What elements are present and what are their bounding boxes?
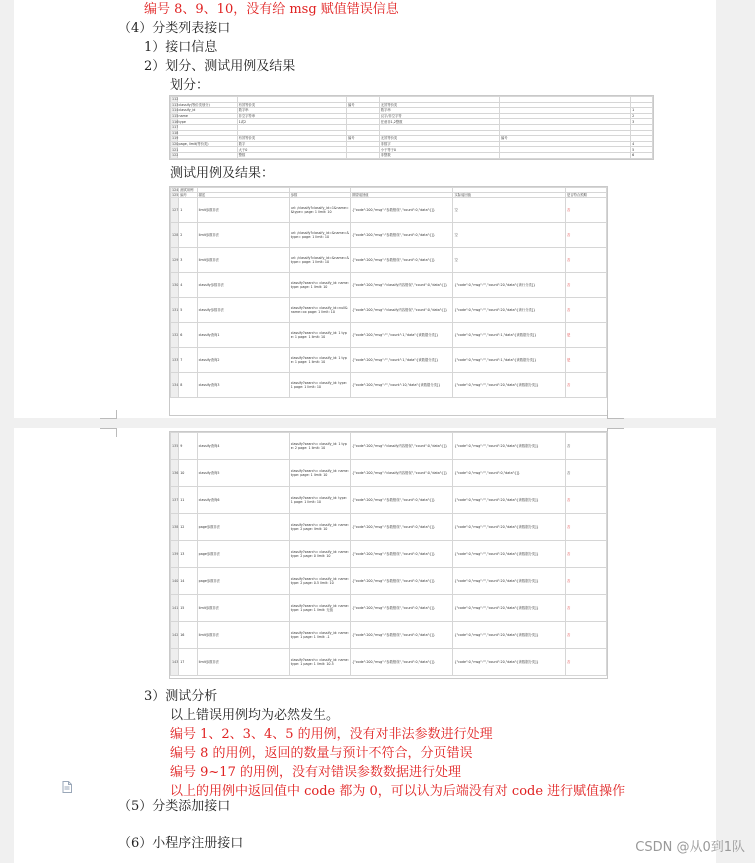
sheet-cell: 否 [566, 487, 607, 514]
analysis-intro: 以上错误用例均为必然发生。 [170, 708, 340, 723]
sheet-cell: classify?search= classify_id: name: type: page: 1 limit: 10 [289, 460, 350, 487]
sheet-cell: classify?search= classify_id=null&name=xx page: 1 limit: 10 [289, 298, 350, 323]
sheet-cell: page, limit(等价类) [177, 141, 237, 147]
sheet-row-number: 136 [171, 460, 179, 487]
sheet-cell: {"code":200,"msg":"参数错误","count":0,"data":[]} [351, 487, 453, 514]
sheet-cell: {"code":0,"msg":"","count":20,"data":[该行分类]} [453, 273, 566, 298]
sheet-cell: {"code":200,"msg":"","count":10,"data":[该数据分类]} [351, 373, 453, 398]
sheet-cell: 8 [179, 373, 197, 398]
sheet-cell: {"code":200,"msg":"参数错误","count":0,"data":[]} [351, 595, 453, 622]
sheet-cell: 否 [566, 248, 607, 273]
sheet-cell: 否 [566, 595, 607, 622]
sheet-cell: {"code":0,"msg":"","count":20,"data":[该数据分类]} [453, 433, 566, 460]
sheet-cell: 否 [566, 373, 607, 398]
sheet-row-number: 142 [171, 622, 179, 649]
sheet-cell: 编号 [346, 136, 379, 142]
sheet-cell: {"code":200,"msg":"classify内容错误","count":0,"data":[]} [351, 460, 453, 487]
page-corner-mark-right [607, 410, 624, 419]
sheet-cell: {"code":200,"msg":"classify内容错误","count":0,"data":[]} [351, 298, 453, 323]
sheet-cell: limit参数非法 [197, 248, 289, 273]
sheet-cell: 3 [631, 119, 653, 125]
sheet-cell [177, 152, 237, 158]
sheet-row [171, 373, 607, 398]
sheet-cell: limit参数非法 [197, 595, 289, 622]
sheet-row [171, 348, 607, 373]
sheet-cell: 数字 [237, 141, 346, 147]
analysis-line-1: 编号 1、2、3、4、5 的用例，没有对非法参数进行处理 [170, 727, 493, 742]
error-note-msg: 编号 8、9、10，没有给 msg 赋值错误信息 [144, 2, 399, 17]
sheet-cell: 小于等于0 [379, 147, 499, 153]
sheet-cell: 否 [566, 273, 607, 298]
sheet-cell: 大于0 [237, 147, 346, 153]
sheet-cell: {"code":200,"msg":"参数错误","count":0,"data":[]} [351, 223, 453, 248]
sheet-cell: 否 [566, 433, 607, 460]
sheet-cell: 整数 [237, 152, 346, 158]
sheet-cell: 非整数 [379, 152, 499, 158]
item-test-analysis: 3）测试分析 [144, 689, 218, 704]
sheet-cell: classify查询5 [197, 460, 289, 487]
sheet-cell: 是 [566, 323, 607, 348]
sheet-cell: 否 [566, 541, 607, 568]
sheet-cell: classify查询3 [197, 373, 289, 398]
sheet-row-number: 131 [171, 298, 179, 323]
sheet-cell: 否 [566, 649, 607, 676]
sheet-cell: 非数字 [379, 141, 499, 147]
sheet-cell: page参数非法 [197, 541, 289, 568]
sheet-cell: 1 [631, 108, 653, 114]
sheet-cell: classify查询1 [197, 323, 289, 348]
page-corner-mark-left [100, 410, 117, 419]
item-partition-cases: 2）划分、测试用例及结果 [144, 59, 296, 74]
sheet-cell: classify_id [177, 108, 237, 114]
sheet-cell: 14 [179, 568, 197, 595]
sheet-cell: 参数 [289, 193, 350, 198]
sheet-cell: 实际返回值 [453, 193, 566, 198]
test-cases-label: 测试用例及结果： [170, 166, 275, 181]
sheet-cell: 否 [566, 298, 607, 323]
sheet-cell: 测试用例 [179, 188, 197, 193]
sheet-cell: 12 [179, 514, 197, 541]
sheet-cell: classify?search= classify_id: name: type: 1 page: 1 limit: -1 [289, 622, 350, 649]
sheet-cell: url: /classify?classify_id=&name=&type= page: 1 limit: 10 [289, 248, 350, 273]
sheet-cell: 10 [179, 460, 197, 487]
sheet-cell: classify?search= classify_id: name: type: 1 page: 1 limit: 无值 [289, 595, 350, 622]
sheet-cell: 7 [179, 348, 197, 373]
sheet-cell: 17 [179, 649, 197, 676]
sheet-cell: page参数非法 [197, 568, 289, 595]
sheet-cell: classify?search= classify_id: 1 type: 1 page: 1 limit: 10 [289, 323, 350, 348]
sheet-row [171, 152, 653, 158]
sheet-cell: {"code":0,"msg":"","count":20,"data":[该数据分类]} [453, 373, 566, 398]
sheet-cell: classify参数非法 [197, 273, 289, 298]
sheet-cell: {"code":200,"msg":"参数错误","count":0,"data":[]} [351, 198, 453, 223]
sheet-cell: 9 [179, 433, 197, 460]
sheet-row-number: 130 [171, 273, 179, 298]
sheet-cell: limit参数非法 [197, 649, 289, 676]
sheet-cell: {"code":200,"msg":"classify内容错误","count":0,"data":[]} [351, 273, 453, 298]
sheet-cell: {"code":0,"msg":"","count":20,"data":[该数据分类]} [453, 568, 566, 595]
sheet-cell: 无效等价类 [379, 136, 499, 142]
sheet-cell: 有效等价类 [237, 136, 346, 142]
sheet-cell: 非空字符串 [237, 113, 346, 119]
sheet-cell: type [177, 119, 237, 125]
sheet-cell: {"code":0,"msg":"","count":0,"data":[]} [453, 460, 566, 487]
sheet-cell: {"code":0,"msg":"","count":1,"data":[该数据分类]} [453, 348, 566, 373]
sheet-row-number: 140 [171, 568, 179, 595]
sheet-row-number: 116 [172, 119, 179, 124]
sheet-cell: {"code":0,"msg":"","count":20,"data":[该数据分类]} [453, 622, 566, 649]
sheet-cell: 11 [179, 487, 197, 514]
sheet-cell: 否 [566, 514, 607, 541]
sheet-cell: {"code":0,"msg":"","count":20,"data":[该数据分类]} [453, 487, 566, 514]
partition-label: 划分： [170, 78, 210, 93]
sheet-cell: 空 [453, 198, 566, 223]
sheet-row-number: 113 [172, 102, 179, 107]
sheet-cell: url: /classify?classify_id=&name=&type= page: 1 limit: 10 [289, 223, 350, 248]
sheet-cell: classify?search= classify_id: name: type: page: 1 limit: 10 [289, 273, 350, 298]
sheet-cell: 否 [566, 622, 607, 649]
sheet-cell: 数字串 [379, 108, 499, 114]
analysis-line-2: 编号 8 的用例，返回的数量与预计不符合，分页错误 [170, 746, 473, 761]
sheet-row [171, 487, 607, 514]
sheet-row [171, 248, 607, 273]
sheet-cell: {"code":200,"msg":"","count":1,"data":[该数据分类]} [351, 323, 453, 348]
test-cases-spreadsheet-bottom [169, 431, 608, 679]
sheet-row-number: 134 [171, 373, 179, 398]
sheet-cell: classify?search= classify_id: type: 1 page: 1 limit: 10 [289, 487, 350, 514]
sheet-cell: {"code":0,"msg":"","count":20,"data":[该数据分类]} [453, 595, 566, 622]
sheet-cell: 编号 [346, 102, 379, 108]
sheet-cell: 否 [566, 460, 607, 487]
sheet-cell: 是否符合预期 [566, 193, 607, 198]
page-corner-mark-left-2 [100, 428, 117, 437]
sheet-cell: {"code":200,"msg":"参数错误","count":0,"data":[]} [351, 541, 453, 568]
sheet-row [171, 595, 607, 622]
sheet-row-number: 135 [171, 433, 179, 460]
sheet-cell: classify?search= classify_id: name: type: 1 page: 1 limit: 10.5 [289, 649, 350, 676]
sheet-row [171, 298, 607, 323]
sheet-row [171, 223, 607, 248]
sheet-cell: {"code":0,"msg":"","count":20,"data":[该行分类]} [453, 298, 566, 323]
sheet-row-number: 124 [172, 188, 179, 192]
sheet-row [171, 273, 607, 298]
sheet-cell: {"code":0,"msg":"","count":20,"data":[该数据分类]} [453, 514, 566, 541]
sheet-cell: 6 [179, 323, 197, 348]
sheet-cell: classify?search= classify_id: name: type: 2 page: 0 limit: 10 [289, 541, 350, 568]
sheet-row-number: 133 [171, 348, 179, 373]
sheet-row-number: 137 [171, 487, 179, 514]
sheet-cell: limit参数非法 [197, 223, 289, 248]
sheet-row-number: 127 [171, 198, 179, 223]
analysis-line-3: 编号 9~17 的用例，没有对错误参数数据进行处理 [170, 765, 461, 780]
sheet-cell: classify查询4 [197, 433, 289, 460]
analysis-line-4: 以上的用例中返回值中 code 都为 0，可以认为后端没有对 code 进行赋值操作 [170, 784, 626, 799]
sheet-row-number: 141 [171, 595, 179, 622]
sheet-row-number: 132 [171, 323, 179, 348]
sheet-row [171, 541, 607, 568]
sheet-cell: 描述 [197, 193, 289, 198]
sheet-cell: {"code":200,"msg":"参数错误","count":0,"data":[]} [351, 568, 453, 595]
sheet-cell: {"code":200,"msg":"参数错误","count":0,"data":[]} [351, 248, 453, 273]
sheet-cell: classify参数非法 [197, 298, 289, 323]
item-interface-info: 1）接口信息 [144, 40, 218, 55]
sheet-cell [499, 152, 630, 158]
sheet-cell: 是 [566, 348, 607, 373]
sheet-cell: 否 [566, 568, 607, 595]
sheet-row-number: 119 [172, 136, 179, 141]
sheet-cell: 汉字/非空字符 [379, 113, 499, 119]
sheet-cell: {"code":200,"msg":"参数错误","count":0,"data":[]} [351, 622, 453, 649]
sheet-cell: name [177, 113, 237, 119]
sheet-row-number: 115 [172, 114, 179, 119]
sheet-cell [346, 152, 379, 158]
section-miniprogram-register-heading: （6）小程序注册接口 [118, 836, 244, 851]
sheet-cell: classify?search= classify_id: name: type: 2 page: limit: 10 [289, 514, 350, 541]
sheet-cell: {"code":200,"msg":"参数错误","count":0,"data":[]} [351, 514, 453, 541]
sheet-row [171, 460, 607, 487]
sheet-cell: {"code":200,"msg":"","count":1,"data":[该数据分类]} [351, 348, 453, 373]
sheet-cell: page参数非法 [197, 514, 289, 541]
sheet-cell: 5 [631, 147, 653, 153]
sheet-cell: 3 [179, 248, 197, 273]
sheet-row-number: 117 [172, 125, 179, 130]
sheet-cell: 无效等价类 [379, 102, 499, 108]
sheet-cell: 15 [179, 595, 197, 622]
sheet-row-number: 138 [171, 514, 179, 541]
sheet-cell: 空 [453, 248, 566, 273]
sheet-cell: limit参数非法 [197, 622, 289, 649]
sheet-cell: 否 [566, 223, 607, 248]
csdn-watermark: CSDN @从0到1队 [635, 840, 745, 855]
sheet-row [171, 514, 607, 541]
sheet-cell: 1 [179, 198, 197, 223]
test-cases-spreadsheet-top [169, 186, 608, 416]
sheet-cell: 5 [179, 298, 197, 323]
sheet-cell: 6 [631, 152, 653, 158]
sheet-row-number: 121 [172, 147, 179, 152]
sheet-row [171, 323, 607, 348]
sheet-row [171, 433, 607, 460]
sheet-cell: {"code":0,"msg":"","count":20,"data":[该数据分类]} [453, 541, 566, 568]
sheet-row-number: 143 [171, 649, 179, 676]
sheet-cell: 期望返回值 [351, 193, 453, 198]
sheet-cell: 数字串 [237, 108, 346, 114]
sheet-cell: classify?search= classify_id: 1 type: 2 page: 1 limit: 10 [289, 433, 350, 460]
sheet-cell: classify查询2 [197, 348, 289, 373]
sheet-cell: 任意非1,2整数 [379, 119, 499, 125]
sheet-cell: 编号 [499, 136, 630, 142]
sheet-row-number: 112 [172, 97, 179, 102]
sheet-row-number: 122 [172, 153, 179, 158]
section-classify-add-heading: （5）分类添加接口 [118, 799, 231, 814]
sheet-cell: 16 [179, 622, 197, 649]
sheet-row [171, 622, 607, 649]
section-classify-list-heading: （4）分类列表接口 [118, 21, 231, 36]
page-corner-mark-right-2 [607, 428, 624, 437]
sheet-cell: {"code":0,"msg":"","count":20,"data":[该数据分类]} [453, 649, 566, 676]
sheet-row-number: 139 [171, 541, 179, 568]
sheet-row-number: 120 [172, 142, 179, 147]
sheet-cell: limit参数非法 [197, 198, 289, 223]
sheet-row-number: 129 [171, 248, 179, 273]
sheet-cell: classify?search= classify_id: name: type: 2 page: 0.5 limit: 10 [289, 568, 350, 595]
sheet-cell: 编号 [179, 193, 197, 198]
sheet-cell: url: /classify?classify_id=1&name=&type= page: 1 limit: 10 [289, 198, 350, 223]
sheet-cell: 1或2 [237, 119, 346, 125]
sheet-row-number: 125 [172, 193, 179, 197]
sheet-cell: classify(等价类划分) [177, 102, 237, 108]
sheet-cell: 13 [179, 541, 197, 568]
sheet-row-number: 118 [172, 130, 179, 135]
sheet-cell: 有效等价类 [237, 102, 346, 108]
sheet-cell: {"code":200,"msg":"参数错误","count":0,"data":[]} [351, 649, 453, 676]
sheet-cell: 2 [631, 113, 653, 119]
sheet-cell: {"code":200,"msg":"classify内容错误","count":0,"data":[]} [351, 433, 453, 460]
sheet-row-number: 114 [172, 108, 179, 113]
sheet-cell: classify查询6 [197, 487, 289, 514]
partition-spreadsheet [169, 95, 654, 160]
sheet-cell: {"code":0,"msg":"","count":1,"data":[该数据分类]} [453, 323, 566, 348]
sheet-cell: classify?search= classify_id: type: 1 page: 1 limit: 10 [289, 373, 350, 398]
sheet-cell: 否 [566, 198, 607, 223]
sheet-row-number: 128 [171, 223, 179, 248]
sheet-row [171, 649, 607, 676]
document-icon[interactable] [62, 781, 72, 793]
sheet-cell: 2 [179, 223, 197, 248]
sheet-cell: 空 [453, 223, 566, 248]
sheet-row [171, 198, 607, 223]
sheet-row [171, 568, 607, 595]
sheet-cell: 4 [179, 273, 197, 298]
sheet-cell: classify?search= classify_id: 1 type: 1 page: 1 limit: 10 [289, 348, 350, 373]
sheet-cell: 4 [631, 141, 653, 147]
